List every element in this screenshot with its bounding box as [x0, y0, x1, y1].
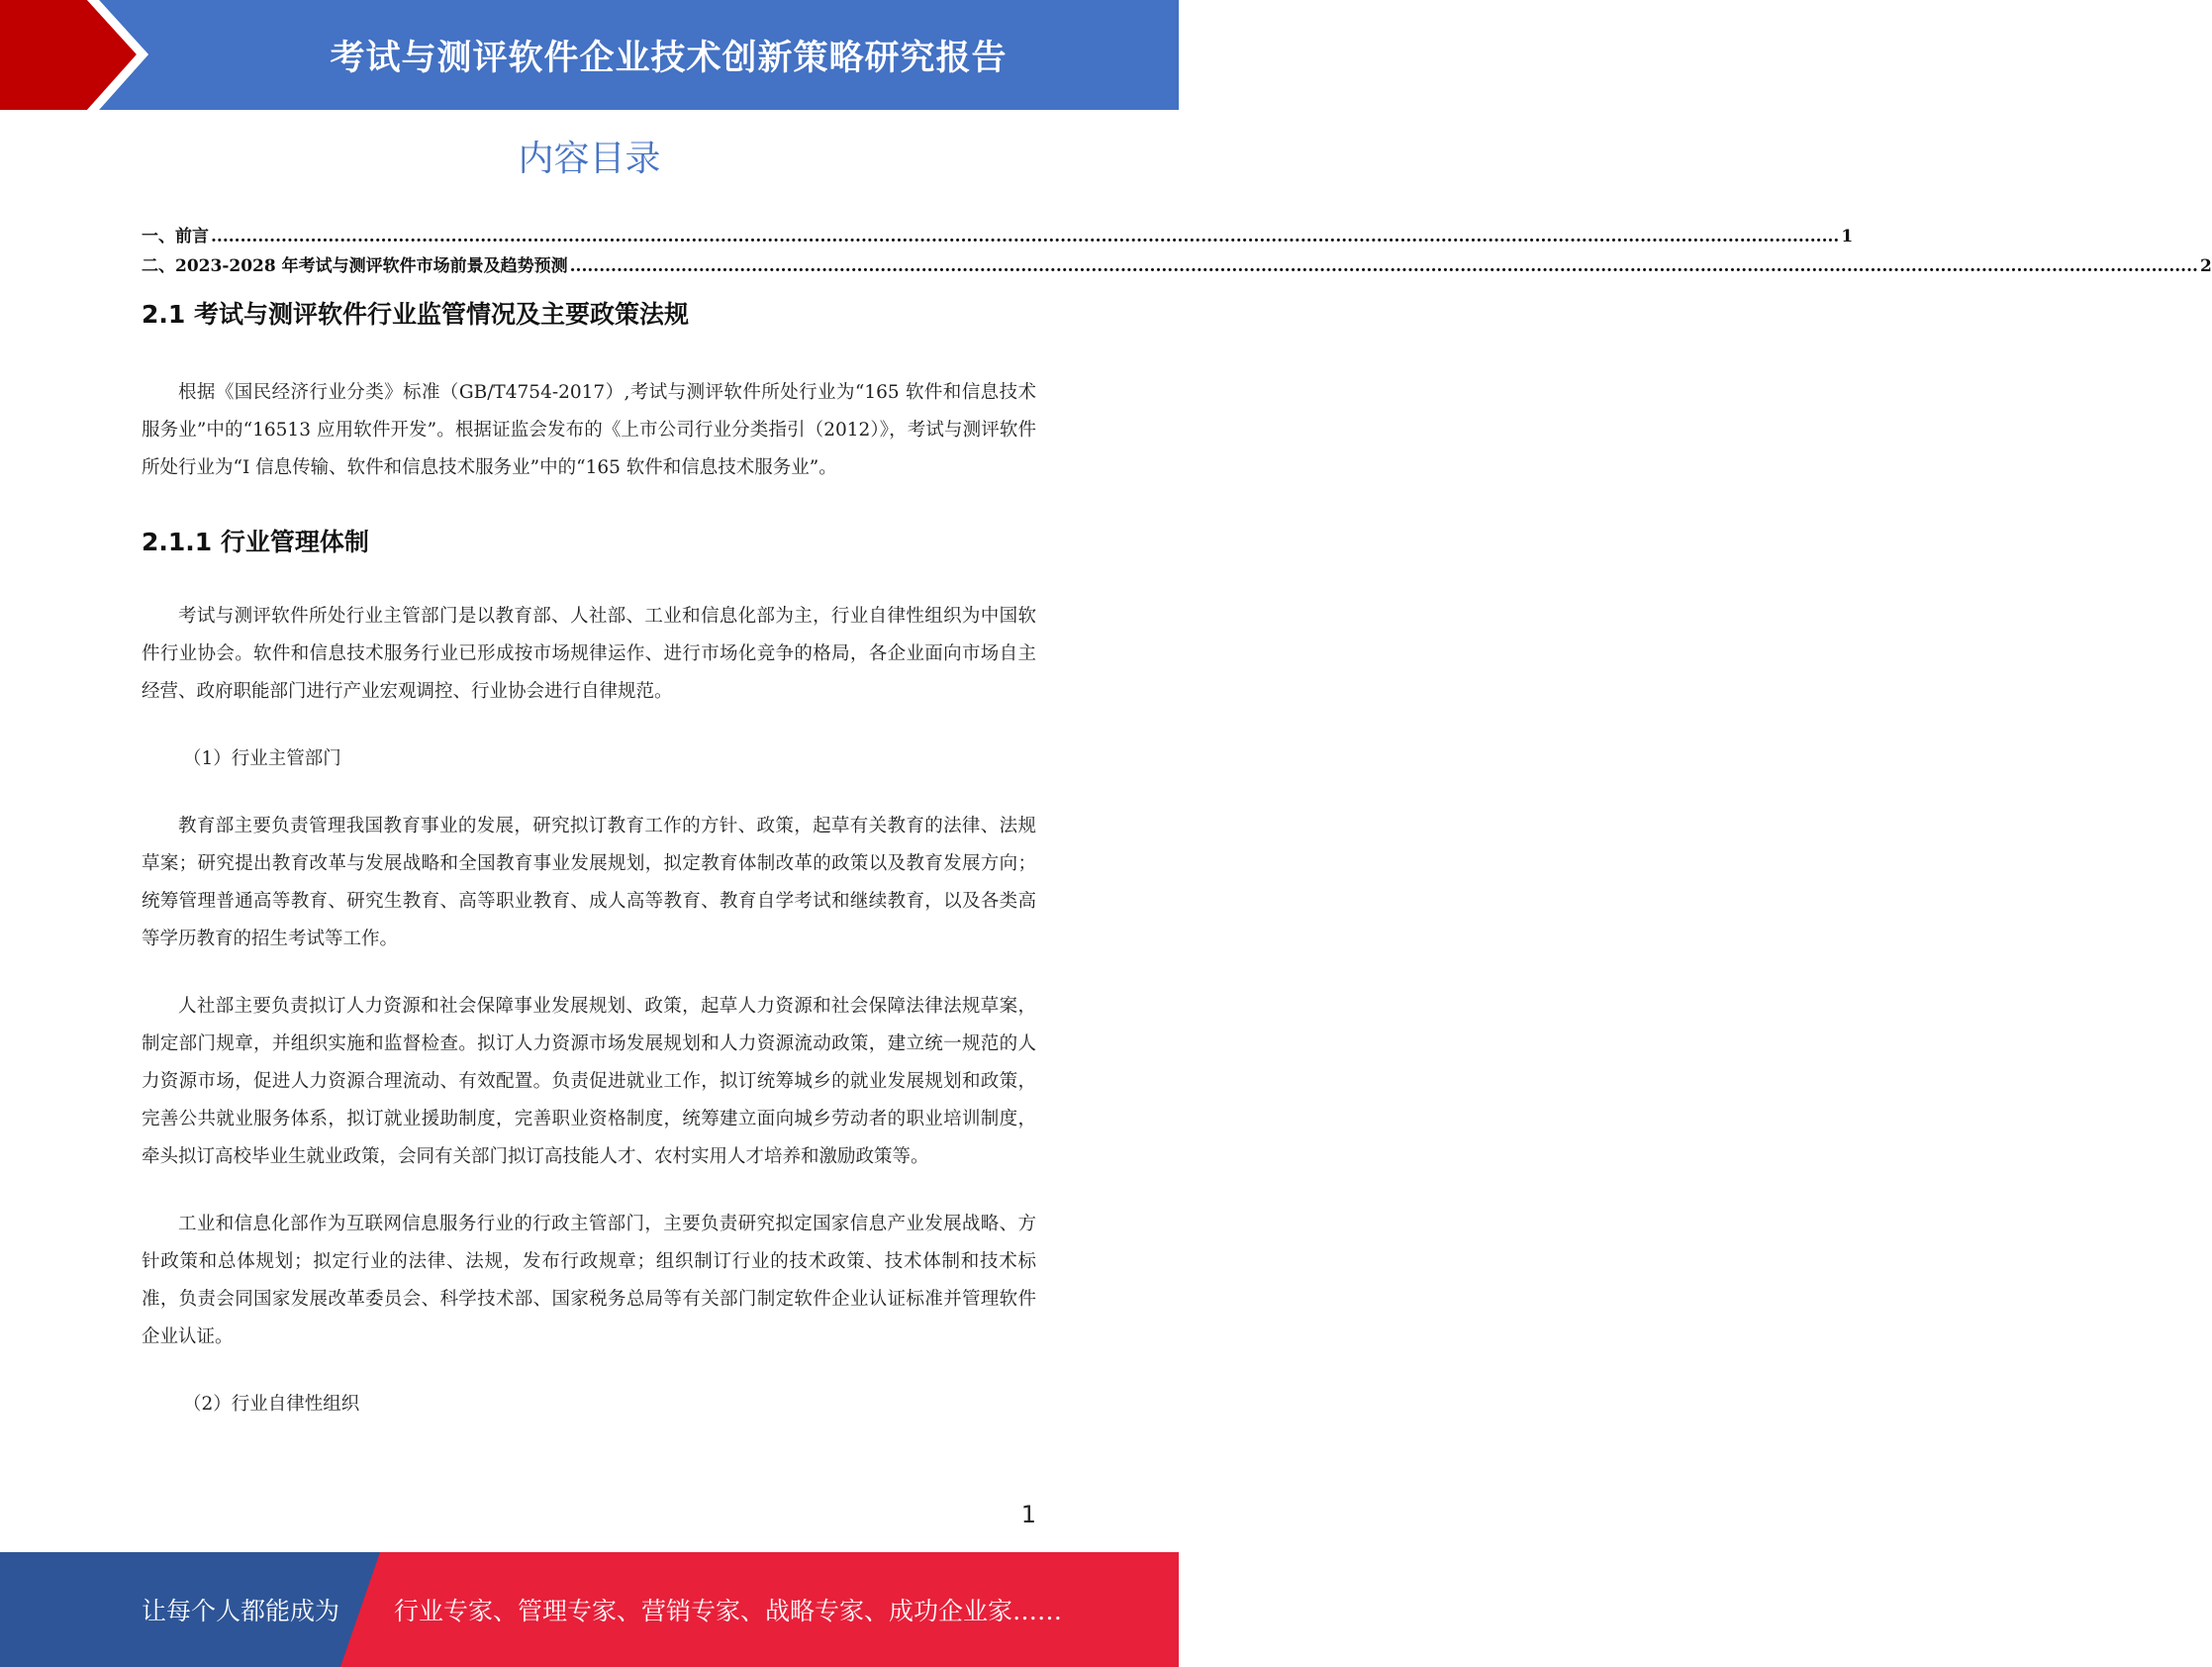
toc-entry-label: 一、前言: [142, 227, 209, 246]
page-number: 1: [1020, 1501, 1036, 1528]
toc-entry-forecast[interactable]: [142, 251, 2212, 281]
toc-entry-page: 1: [1841, 227, 1854, 246]
paragraph-ministry-hr: 人社部主要负责拟订人力资源和社会保障事业发展规划、政策，起草人力资源和社会保障法律法规草案，制定部门规章，并组织实施和监督检查。拟订人力资源市场发展规划和人力资源流动政策，建立统一规范的人力资源市场，促进人力资源合理流动、有效配置。负责促进就业工作，拟订统筹城乡的就业发展规划和政策，完善公共就业服务体系，拟订就业援助制度，完善职业资格制度，统筹建立面向城乡劳动者的职业培训制度，牵头拟订高校毕业生就业政策，会同有关部门拟订高技能人才、农村实用人才培养和激励政策等。: [142, 996, 1036, 1167]
page-footer: [0, 1552, 1179, 1667]
document-body: [142, 293, 1036, 1423]
item-label-authorities: （1）行业主管部门: [183, 748, 341, 769]
section-paragraph: 根据《国民经济行业分类》标准（GB/T4754-2017）,考试与测评软件所处行业为“165 软件和信息技术服务业”中的“16513 应用软件开发”。根据证监会发布的《上市公司行业分类指引（2012）》，考试与测评软件所处行业为“I 信息传输、软件和信息技术服务业”中的“165 软件和信息技术服务业”。: [142, 382, 1036, 478]
toc-entry-page: 2: [2199, 256, 2212, 276]
toc-entry-preface[interactable]: [142, 222, 1854, 251]
page-header: [0, 0, 1179, 110]
footer-slogan-left: 让每个人都能成为: [142, 1597, 340, 1625]
item-label-self-regulation: （2）行业自律性组织: [183, 1394, 360, 1415]
report-title: 考试与测评软件企业技术创新策略研究报告: [330, 38, 1008, 78]
toc-leader-dots: ......................................................................................................................................................................................................................................................................................: [211, 227, 1840, 246]
section-heading: 2.1 考试与测评软件行业监管情况及主要政策法规: [142, 300, 689, 329]
subsection-paragraph: 考试与测评软件所处行业主管部门是以教育部、人社部、工业和信息化部为主，行业自律性组织为中国软件行业协会。软件和信息技术服务行业已形成按市场规律运作、进行市场化竞争的格局，各企业面向市场自主经营、政府职能部门进行产业宏观调控、行业协会进行自律规范。: [142, 606, 1036, 702]
header-arrow-icon: [0, 0, 158, 110]
paragraph-ministry-miit: 工业和信息化部作为互联网信息服务行业的行政主管部门，主要负责研究拟定国家信息产业发展战略、方针政策和总体规划；拟定行业的法律、法规，发布行政规章；组织制订行业的技术政策、技术体制和技术标准，负责会同国家发展改革委员会、科学技术部、国家税务总局等有关部门制定软件企业认证标准并管理软件企业认证。: [142, 1214, 1036, 1347]
toc-leader-dots: ......................................................................................................................................................................................................................................................................................: [569, 256, 2198, 276]
footer-slogan-right: 行业专家、管理专家、营销专家、战略专家、成功企业家……: [394, 1597, 1063, 1625]
paragraph-ministry-education: 教育部主要负责管理我国教育事业的发展，研究拟订教育工作的方针、政策，起草有关教育的法律、法规草案；研究提出教育改革与发展战略和全国教育事业发展规划，拟定教育体制改革的政策以及教育发展方向；统筹管理普通高等教育、研究生教育、高等职业教育、成人高等教育、教育自学考试和继续教育，以及各类高等学历教育的招生考试等工作。: [142, 816, 1036, 949]
subsection-heading: 2.1.1 行业管理体制: [142, 528, 369, 556]
table-of-contents: [142, 222, 2212, 281]
toc-entry-label: 二、2023-2028 年考试与测评软件市场前景及趋势预测: [142, 256, 568, 276]
toc-title: 内容目录: [518, 139, 661, 179]
